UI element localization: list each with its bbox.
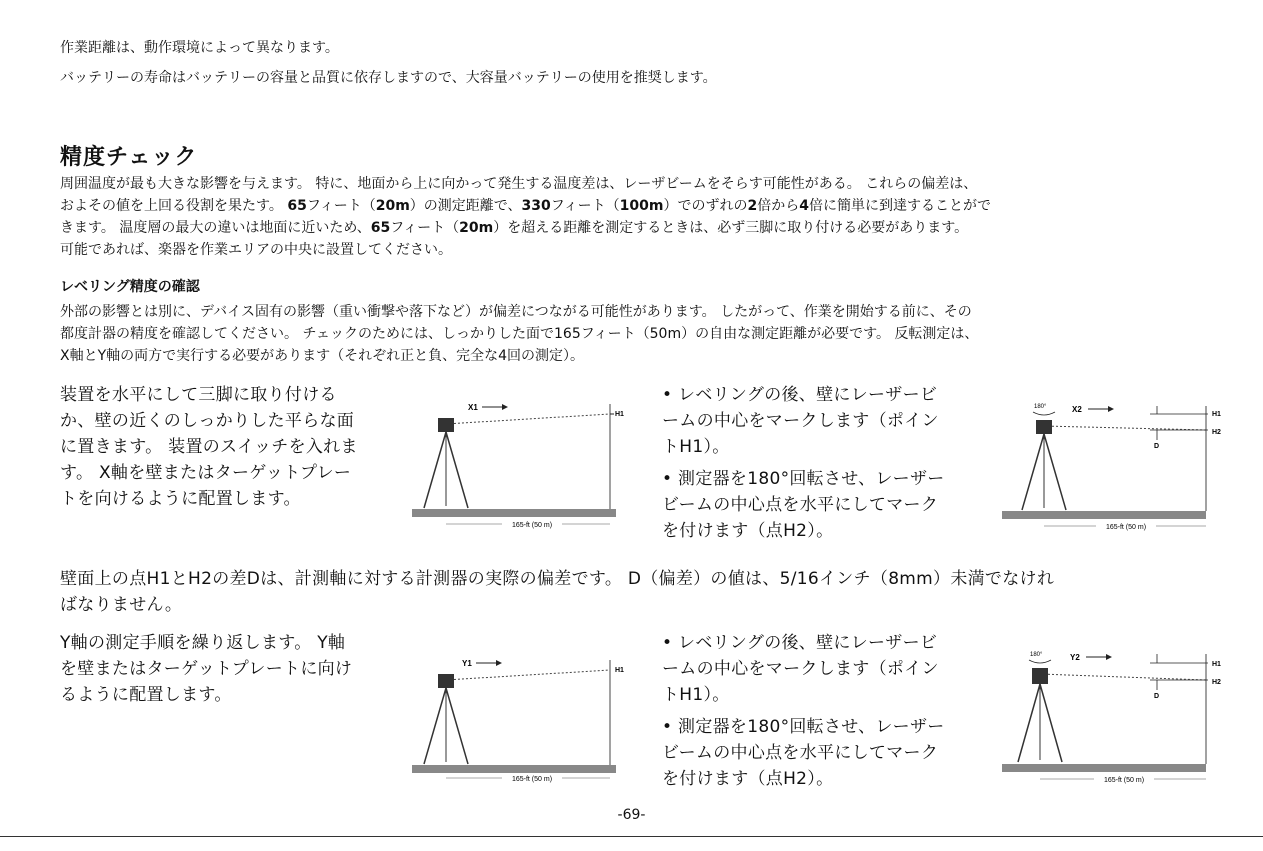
ground-bar	[412, 765, 616, 773]
level-device	[1036, 420, 1052, 434]
d-label: D	[1154, 693, 1160, 700]
rotate-icon	[1033, 412, 1055, 415]
diagram-x2	[1000, 398, 1232, 536]
rotation-label: 180°	[1030, 652, 1043, 658]
ground-bar	[1002, 764, 1206, 772]
leveling-line-2: 都度計器の精度を確認してください。 チェックのためには、しっかりした面で165フィート（50m）の自由な測定距離が必要です。 反転測定は、	[60, 326, 979, 342]
h2-label: H2	[1212, 429, 1221, 436]
level-device	[438, 418, 454, 432]
h1-label: H1	[1212, 411, 1221, 418]
distance-label: 165-ft (50 m)	[511, 776, 553, 783]
step-y-text: Y軸の測定手順を繰り返します。 Y軸 を壁またはターゲットプレートに向け るように配置します。	[60, 633, 353, 705]
leveling-line-3: X軸とY軸の両方で実行する必要があります（それぞれ正と負、完全な4回の測定）。	[60, 348, 585, 364]
intro-line-2: バッテリーの寿命はバッテリーの容量と品質に依存しますので、大容量バッテリーの使用を推奨します。	[60, 70, 717, 86]
page-number: -69-	[617, 807, 646, 823]
bullets-x: • レベリングの後、壁にレーザービ ームの中心をマークします（ポイン トH1）。 • 測定器を180°回転させ、レーザー ビームの中心点を水平にしてマーク を付けます（点H2）。	[662, 385, 945, 541]
section-title-accuracy: 精度チェック	[60, 145, 198, 170]
laser-beam	[446, 414, 610, 424]
level-device	[1032, 668, 1048, 684]
tripod-leg	[424, 432, 446, 508]
accuracy-para-line-1: 周囲温度が最も大きな影響を与えます。 特に、地面から上に向かって発生する温度差は、レーザビームをそらす可能性がある。 これらの偏差は、	[60, 176, 978, 192]
tripod-leg	[1018, 684, 1040, 762]
level-device	[438, 674, 454, 688]
tripod-leg	[1022, 434, 1044, 510]
h1-label: H1	[1212, 661, 1221, 668]
x1-label: X1	[468, 403, 478, 412]
bullets-y: • レベリングの後、壁にレーザービ ームの中心をマークします（ポイン トH1）。 • 測定器を180°回転させ、レーザー ビームの中心点を水平にしてマーク を付けます（点H2）。	[662, 633, 945, 789]
rotate-icon	[1029, 660, 1051, 663]
laser-beam	[446, 670, 610, 680]
accuracy-para-line-3: きます。 温度層の最大の違いは地面に近いため、65フィート（20m）を超える距離を測定するときは、必ず三脚に取り付ける必要があります。	[60, 220, 969, 236]
deviation-paragraph: 壁面上の点H1とH2の差Dは、計測軸に対する計測器の実際の偏差です。 D（偏差）の値は、5/16インチ（8mm）未満でなけれ ばなりません。	[60, 569, 1055, 615]
distance-label: 165-ft (50 m)	[1103, 777, 1145, 784]
laser-beam	[1040, 674, 1206, 680]
diagram-x1	[410, 396, 624, 532]
d-label: D	[1154, 443, 1160, 450]
h1-label: H1	[615, 411, 624, 418]
x2-label: X2	[1072, 405, 1082, 414]
tripod-leg	[1044, 434, 1066, 510]
distance-label: 165-ft (50 m)	[511, 522, 553, 529]
distance-label: 165-ft (50 m)	[1105, 524, 1147, 531]
tripod-leg	[446, 688, 468, 764]
laser-beam	[1044, 426, 1206, 430]
h2-label: H2	[1212, 679, 1221, 686]
footer-divider	[0, 836, 1263, 837]
diagram-y2	[1000, 646, 1232, 788]
tripod-leg	[424, 688, 446, 764]
h1-label: H1	[615, 667, 624, 674]
accuracy-para-line-4: 可能であれば、楽器を作業エリアの中央に設置してください。	[60, 242, 452, 258]
ground-bar	[1002, 511, 1206, 519]
intro-line-1: 作業距離は、動作環境によって異なります。	[60, 40, 339, 56]
rotation-label: 180°	[1034, 404, 1047, 410]
step-x-text: 装置を水平にして三脚に取り付ける か、壁の近くのしっかりした平らな面 に置きます。 装置のスイッチを入れま す。 X軸を壁またはターゲットプレー トを向けるように配置します。	[60, 385, 358, 509]
diagram-y1	[410, 652, 624, 788]
ground-bar	[412, 509, 616, 517]
leveling-line-1: 外部の影響とは別に、デバイス固有の影響（重い衝撃や落下など）が偏差につながる可能性があります。 したがって、作業を開始する前に、その	[60, 304, 972, 320]
tripod-leg	[1040, 684, 1062, 762]
subsection-title-leveling: レベリング精度の確認	[60, 279, 200, 295]
tripod-leg	[446, 432, 468, 508]
y2-label: Y2	[1070, 653, 1080, 662]
y1-label: Y1	[462, 659, 472, 668]
accuracy-para-line-2: およその値を上回る役割を果たす。 65フィート（20m）の測定距離で、330フィート（100m）でのずれの2倍から4倍に簡単に到達することがで	[60, 198, 991, 214]
